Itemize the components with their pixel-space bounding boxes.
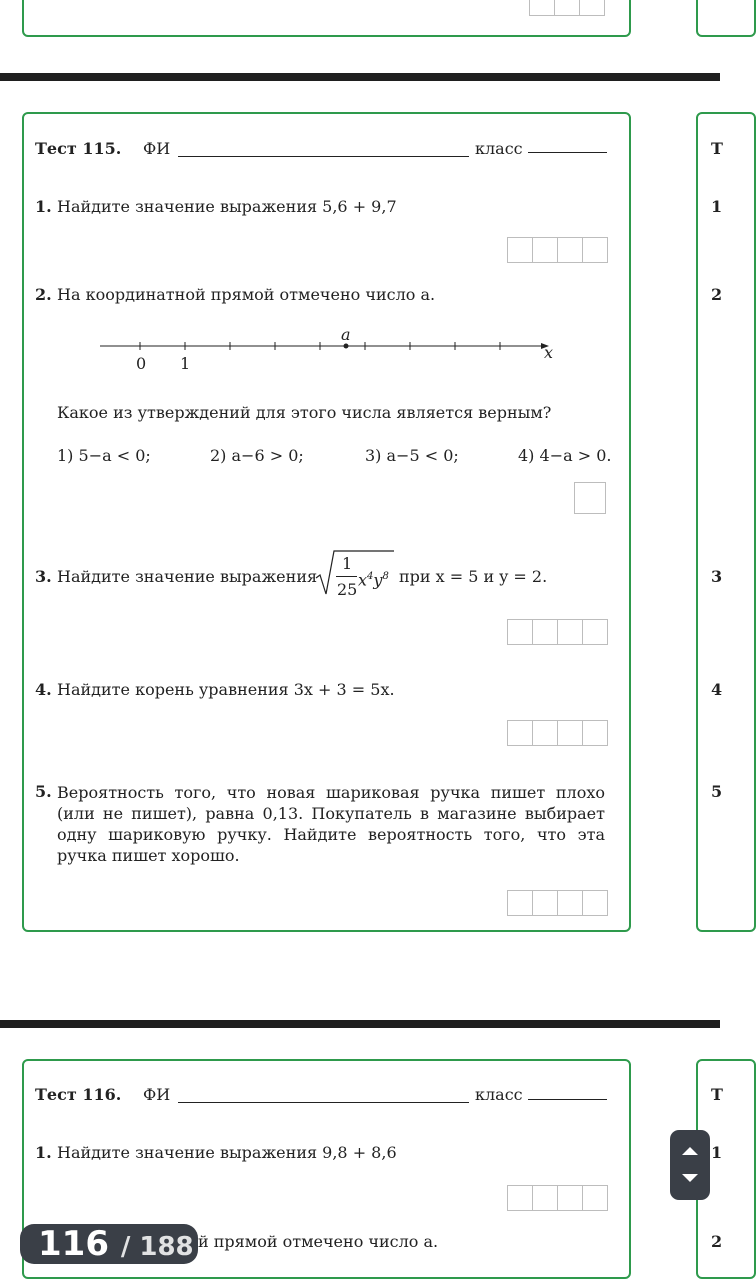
question-text-partial: й прямой отмечено число a. — [198, 1232, 439, 1251]
option-4: 4) 4−a > 0. — [518, 446, 612, 465]
page-separator — [0, 1020, 720, 1028]
question-condition: при x = 5 и y = 2. — [399, 567, 548, 586]
right-column-number: 3 — [711, 567, 723, 586]
right-column-number: 4 — [711, 680, 723, 699]
right-column-card — [696, 112, 756, 932]
answer-box[interactable] — [507, 720, 608, 746]
right-column-title: Т — [711, 139, 723, 158]
answer-box[interactable] — [507, 237, 608, 263]
class-line[interactable] — [528, 1099, 607, 1100]
chevron-down-icon[interactable] — [682, 1174, 698, 1182]
page-separator — [0, 73, 720, 81]
right-column-card-top — [696, 0, 756, 37]
right-column-number: 2 — [711, 1232, 723, 1251]
question-text: Найдите значение выражения 9,8 + 8,6 — [57, 1143, 397, 1162]
name-line[interactable] — [178, 1102, 469, 1103]
question-number: 1. — [35, 1143, 52, 1162]
question-prompt: Какое из утверждений для этого числа является верным? — [57, 403, 552, 422]
question-number: 5. — [35, 782, 52, 801]
fraction-numerator: 1 — [342, 554, 353, 573]
class-label: класс — [475, 139, 523, 158]
question-text: На координатной прямой отмечено число a. — [57, 285, 436, 304]
number-line — [95, 322, 565, 377]
right-column-number: 1 — [711, 1143, 723, 1162]
question-text: Найдите корень уравнения 3x + 3 = 5x. — [57, 680, 395, 699]
axis-variable-label: x — [544, 343, 554, 362]
answer-box[interactable] — [507, 1185, 608, 1211]
page-indicator[interactable] — [20, 1224, 198, 1264]
class-label: класс — [475, 1085, 523, 1104]
option-3: 3) a−5 < 0; — [365, 446, 459, 465]
question-text: Найдите значение выражения — [57, 567, 318, 586]
page-total: / 188 — [120, 1232, 194, 1262]
test-title: Тест 115. — [35, 139, 122, 158]
point-a-label: a — [341, 325, 351, 344]
fraction-denominator: 25 — [337, 580, 358, 599]
question-number: 2. — [35, 285, 52, 304]
tick-label-0: 0 — [136, 354, 147, 373]
option-1: 1) 5−a < 0; — [57, 446, 151, 465]
right-column-number: 2 — [711, 285, 723, 304]
question-text: Вероятность того, что новая шариковая ручка пишет плохо (или не пишет), равна 0,13. Покупатель в магазине выбирает одну шариковую ручку. Найдите вероятность того, что эта ручка пишет хорошо. — [57, 783, 605, 865]
page-current: 116 — [38, 1224, 109, 1264]
previous-answer-box — [529, 0, 605, 16]
question-number: 3. — [35, 567, 52, 586]
right-column-number: 5 — [711, 782, 723, 801]
page-scroll-control[interactable] — [670, 1130, 710, 1200]
question-number: 1. — [35, 197, 52, 216]
answer-box[interactable] — [507, 890, 608, 916]
test-title: Тест 116. — [35, 1085, 122, 1104]
question-text: Найдите значение выражения 5,6 + 9,7 — [57, 197, 397, 216]
answer-box[interactable] — [574, 482, 606, 514]
class-line[interactable] — [528, 152, 607, 153]
tick-label-1: 1 — [180, 354, 191, 373]
name-line[interactable] — [178, 156, 469, 157]
name-label: ФИ — [143, 1085, 171, 1104]
fraction-bar — [336, 576, 357, 577]
option-2: 2) a−6 > 0; — [210, 446, 304, 465]
right-column-title: Т — [711, 1085, 723, 1104]
question-number: 4. — [35, 680, 52, 699]
radicand-expression: $x^4y^8$ — [358, 570, 389, 590]
name-label: ФИ — [143, 139, 171, 158]
chevron-up-icon[interactable] — [682, 1147, 698, 1155]
right-column-number: 1 — [711, 197, 723, 216]
answer-box[interactable] — [507, 619, 608, 645]
